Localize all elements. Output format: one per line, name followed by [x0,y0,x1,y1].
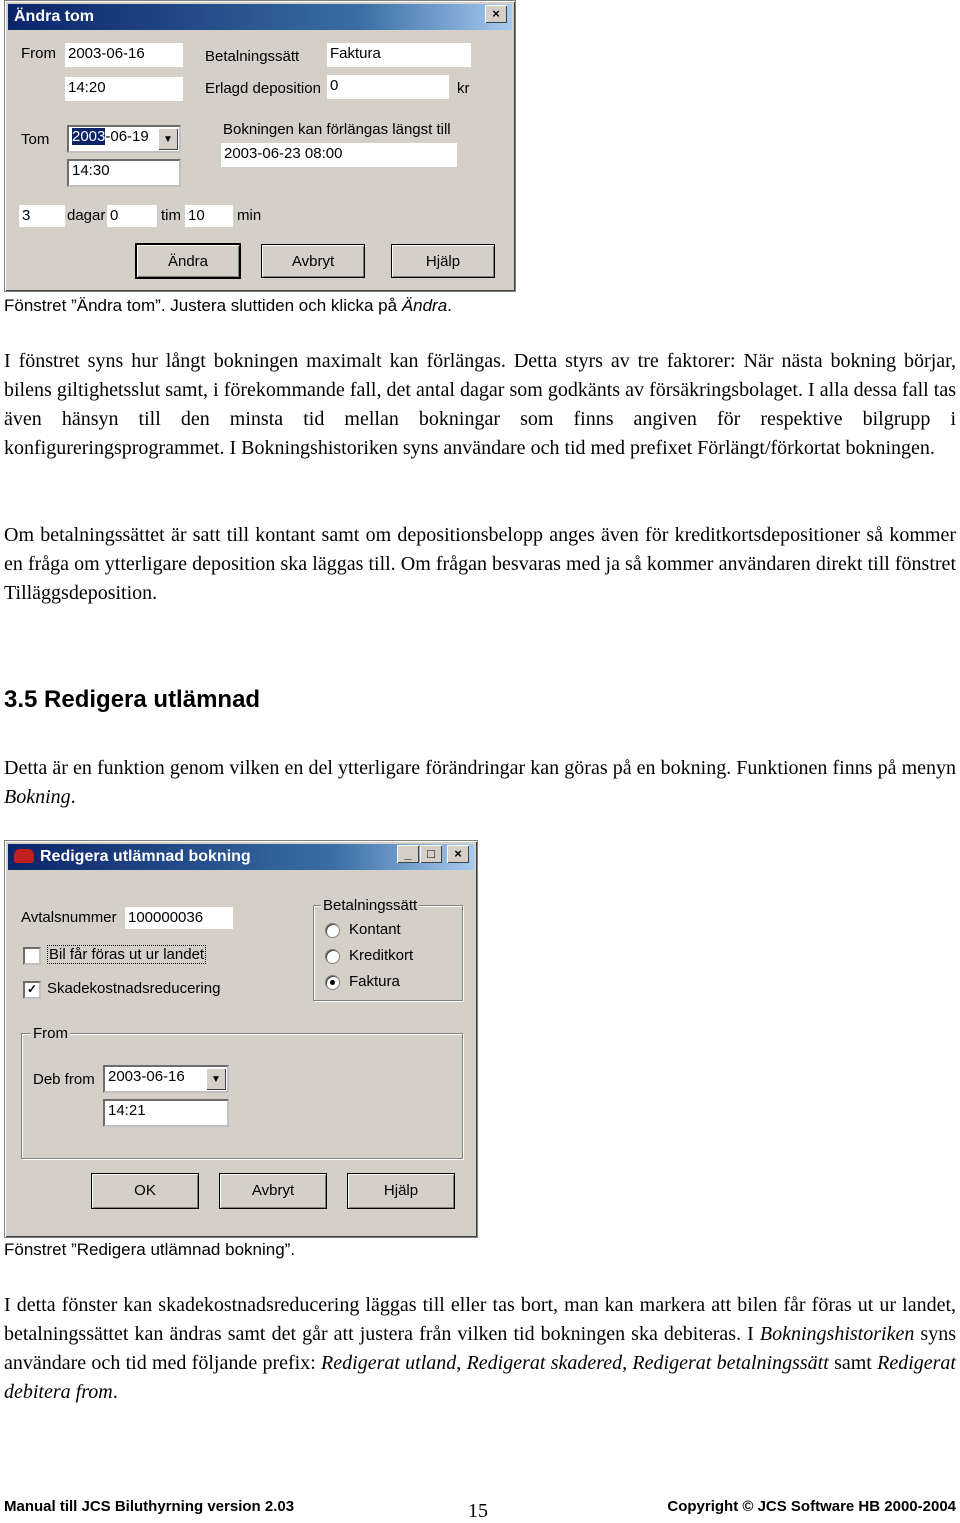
close-icon[interactable]: × [485,5,507,23]
radio-cash[interactable] [325,923,340,938]
ok-button[interactable]: OK [91,1173,199,1209]
from-date-field[interactable]: 2003-06-16 [65,43,183,67]
window-text-4: . [112,1381,118,1403]
days-field[interactable]: 3 [19,205,65,227]
minutes-label: min [237,207,262,224]
hours-field[interactable]: 0 [107,205,157,227]
payment-group-label: Betalningssätt [323,897,418,914]
window-em-2: Redigerat utland, Redigerat skadered, Redigerat betalningssätt [321,1352,829,1374]
help-button[interactable]: Hjälp [391,244,495,278]
deposit-label: Erlagd deposition [205,80,321,97]
close-icon[interactable]: × [447,845,469,863]
dialog-title-bar [8,4,512,30]
dialog-title: Ändra tom [14,8,94,25]
abroad-label[interactable]: Bil får föras ut ur landet [49,946,205,963]
radio-invoice-label: Faktura [349,973,400,990]
tom-time-field[interactable]: 14:30 [67,159,181,187]
footer-right: Copyright © JCS Software HB 2000-2004 [667,1498,956,1515]
days-label: dagar [67,207,106,224]
debit-time-field[interactable]: 14:21 [103,1099,229,1127]
function-menu: Bokning [4,786,71,808]
car-icon [14,849,34,863]
from-group [21,1033,463,1159]
abroad-checkbox[interactable] [23,947,41,965]
window-text-2: syns användare och tid med följande prefix: [4,1323,956,1374]
payment-label: Betalningssätt [205,48,300,65]
chevron-down-icon[interactable]: ▼ [158,128,178,150]
tom-date-selected: 2003 [72,128,106,145]
tom-date-combo[interactable] [67,125,181,153]
footer-left: Manual till JCS Biluthyrning version 2.03 [4,1498,295,1515]
damage-checkbox[interactable]: ✓ [23,981,41,999]
function-end: . [70,786,76,808]
deposit-unit: kr [457,80,470,97]
caption-emphasis: Ändra [401,296,448,315]
maximize-icon[interactable]: □ [420,845,442,863]
debit-label: Deb from [33,1071,95,1088]
cancel-button[interactable]: Avbryt [219,1173,327,1209]
dialog-redigera-utlamnad [4,840,478,1238]
radio-cash-label: Kontant [349,921,401,938]
dialog-andra-tom [4,0,516,292]
caption-end: . [447,296,452,315]
contract-label: Avtalsnummer [21,909,117,926]
from-time-field[interactable]: 14:20 [65,77,183,101]
caption-andra-tom [4,296,452,316]
function-text: Detta är en funktion genom vilken en del ytterligare förändringar kan göras på en bokning. Funktionen finns på menyn [4,757,956,779]
hours-label: tim [161,207,181,224]
paragraph-function [4,754,956,812]
help-button[interactable]: Hjälp [347,1173,455,1209]
change-button[interactable]: Ändra [135,243,241,279]
tom-label: Tom [21,131,50,148]
section-heading: 3.5 Redigera utlämnad [4,686,261,713]
caption-text: Fönstret ”Ändra tom”. Justera sluttiden och klicka på [4,296,402,315]
window-text-3: samt [828,1352,878,1374]
window-text-1: I detta fönster kan skadekostnadsreducering läggas till eller tas bort, man kan markera att bilen får föras ut ur landet, betalningssättet kan ändras samt det går att justera från vilken tid bokningen ska debiteras. I [4,1294,956,1345]
window-em-1: Bokningshistoriken [759,1323,915,1345]
caption-redigera: Fönstret ”Redigera utlämnad bokning”. [4,1240,296,1259]
window-em-3: Redigerat debitera from [4,1352,956,1403]
payment-field[interactable]: Faktura [327,43,471,67]
cancel-button[interactable]: Avbryt [261,244,365,278]
dialog-title: Redigera utlämnad bokning [40,848,251,865]
extend-label: Bokningen kan förlängas längst till [223,121,451,138]
from-label: From [21,45,56,62]
radio-card-label: Kreditkort [349,947,414,964]
page-number: 15 [468,1500,488,1522]
debit-date-combo[interactable] [103,1065,229,1093]
paragraph-extension: I fönstret syns hur långt bokningen maximalt kan förlängas. Detta styrs av tre faktorer: När nästa bokning börjar, bilens giltighetsslut samt, i förekommande fall, det antal dagar som godkänts av försäkringsbolaget. I alla dessa fall tas även hänsyn till den minsta tid mellan bokningar som finns angiven för respektive bilgrupp i konfigureringsprogrammet. I Bokningshistoriken syns användare och tid med prefixet Förlängt/förkortat bokningen. [4,350,956,459]
damage-label[interactable]: Skadekostnadsreducering [47,980,221,997]
debit-date: 2003-06-16 [108,1068,185,1085]
chevron-down-icon[interactable]: ▼ [206,1068,226,1090]
minutes-field[interactable]: 10 [185,205,233,227]
deposit-field[interactable]: 0 [327,75,449,99]
paragraph-payment: Om betalningssättet är satt till kontant samt om depositionsbelopp anges även för kreditkortsdepositioner så kommer en fråga om ytterligare deposition ska läggas till. Om frågan besvaras med ja så kommer användaren direkt till fönstret Tilläggsdeposition. [4,524,956,604]
from-group-label: From [33,1025,68,1042]
radio-invoice[interactable] [325,975,340,990]
tom-date-rest: -06-19 [105,128,149,145]
minimize-icon[interactable]: _ [397,845,419,863]
contract-field: 100000036 [125,907,233,929]
paragraph-window [4,1291,956,1407]
extend-field: 2003-06-23 08:00 [221,143,457,167]
radio-card[interactable] [325,949,340,964]
